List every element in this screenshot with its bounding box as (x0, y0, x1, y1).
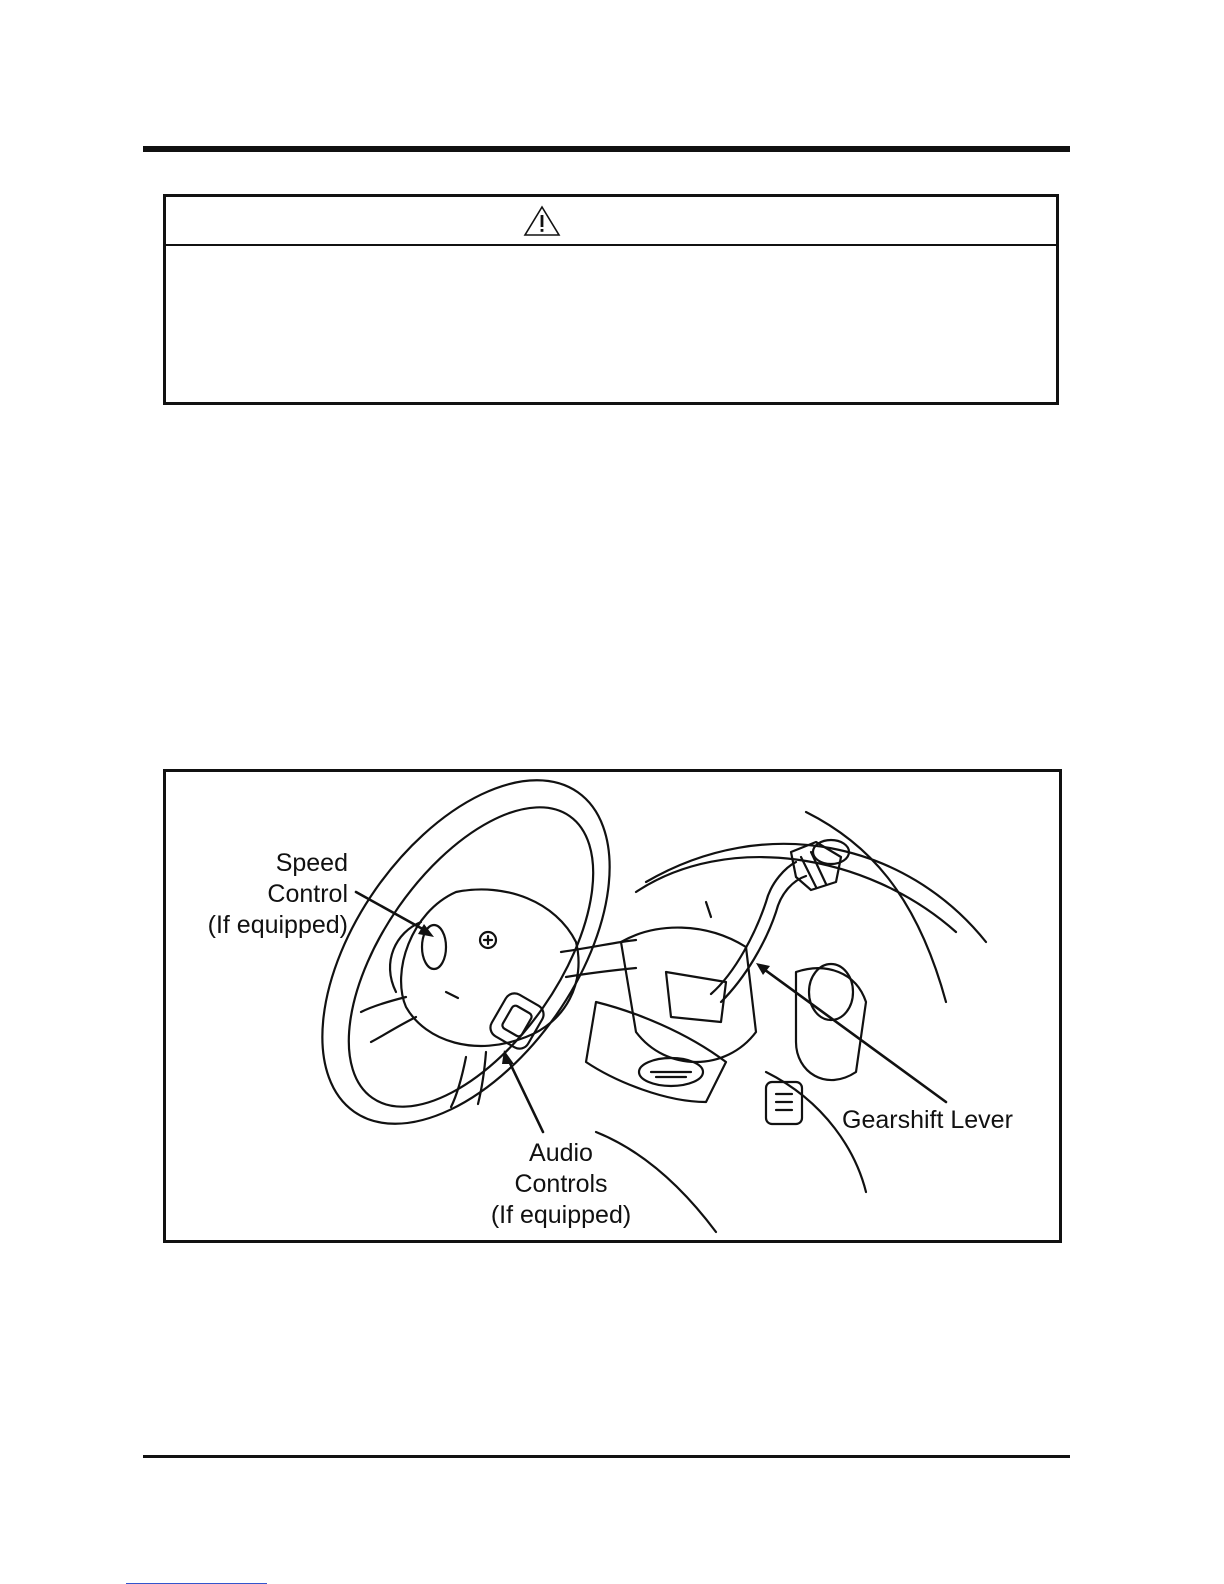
speed-control-line-1: Speed (275, 849, 348, 877)
warning-box (163, 194, 1059, 405)
audio-controls-line-2: Controls (514, 1170, 608, 1198)
speed-control-line-3: (If equipped) (207, 911, 348, 939)
bottom-rule (143, 1455, 1070, 1458)
speed-control-label (186, 848, 348, 941)
warning-triangle-icon (523, 205, 561, 237)
speed-control-line-2: Control (267, 880, 348, 908)
steering-figure (163, 769, 1062, 1243)
gearshift-lever-label: Gearshift Lever (842, 1106, 1013, 1134)
audio-controls-line-1: Audio (529, 1139, 593, 1167)
warning-header (166, 197, 1056, 246)
audio-controls-label (466, 1138, 656, 1231)
top-rule (143, 146, 1070, 152)
audio-controls-line-3: (If equipped) (490, 1201, 632, 1229)
